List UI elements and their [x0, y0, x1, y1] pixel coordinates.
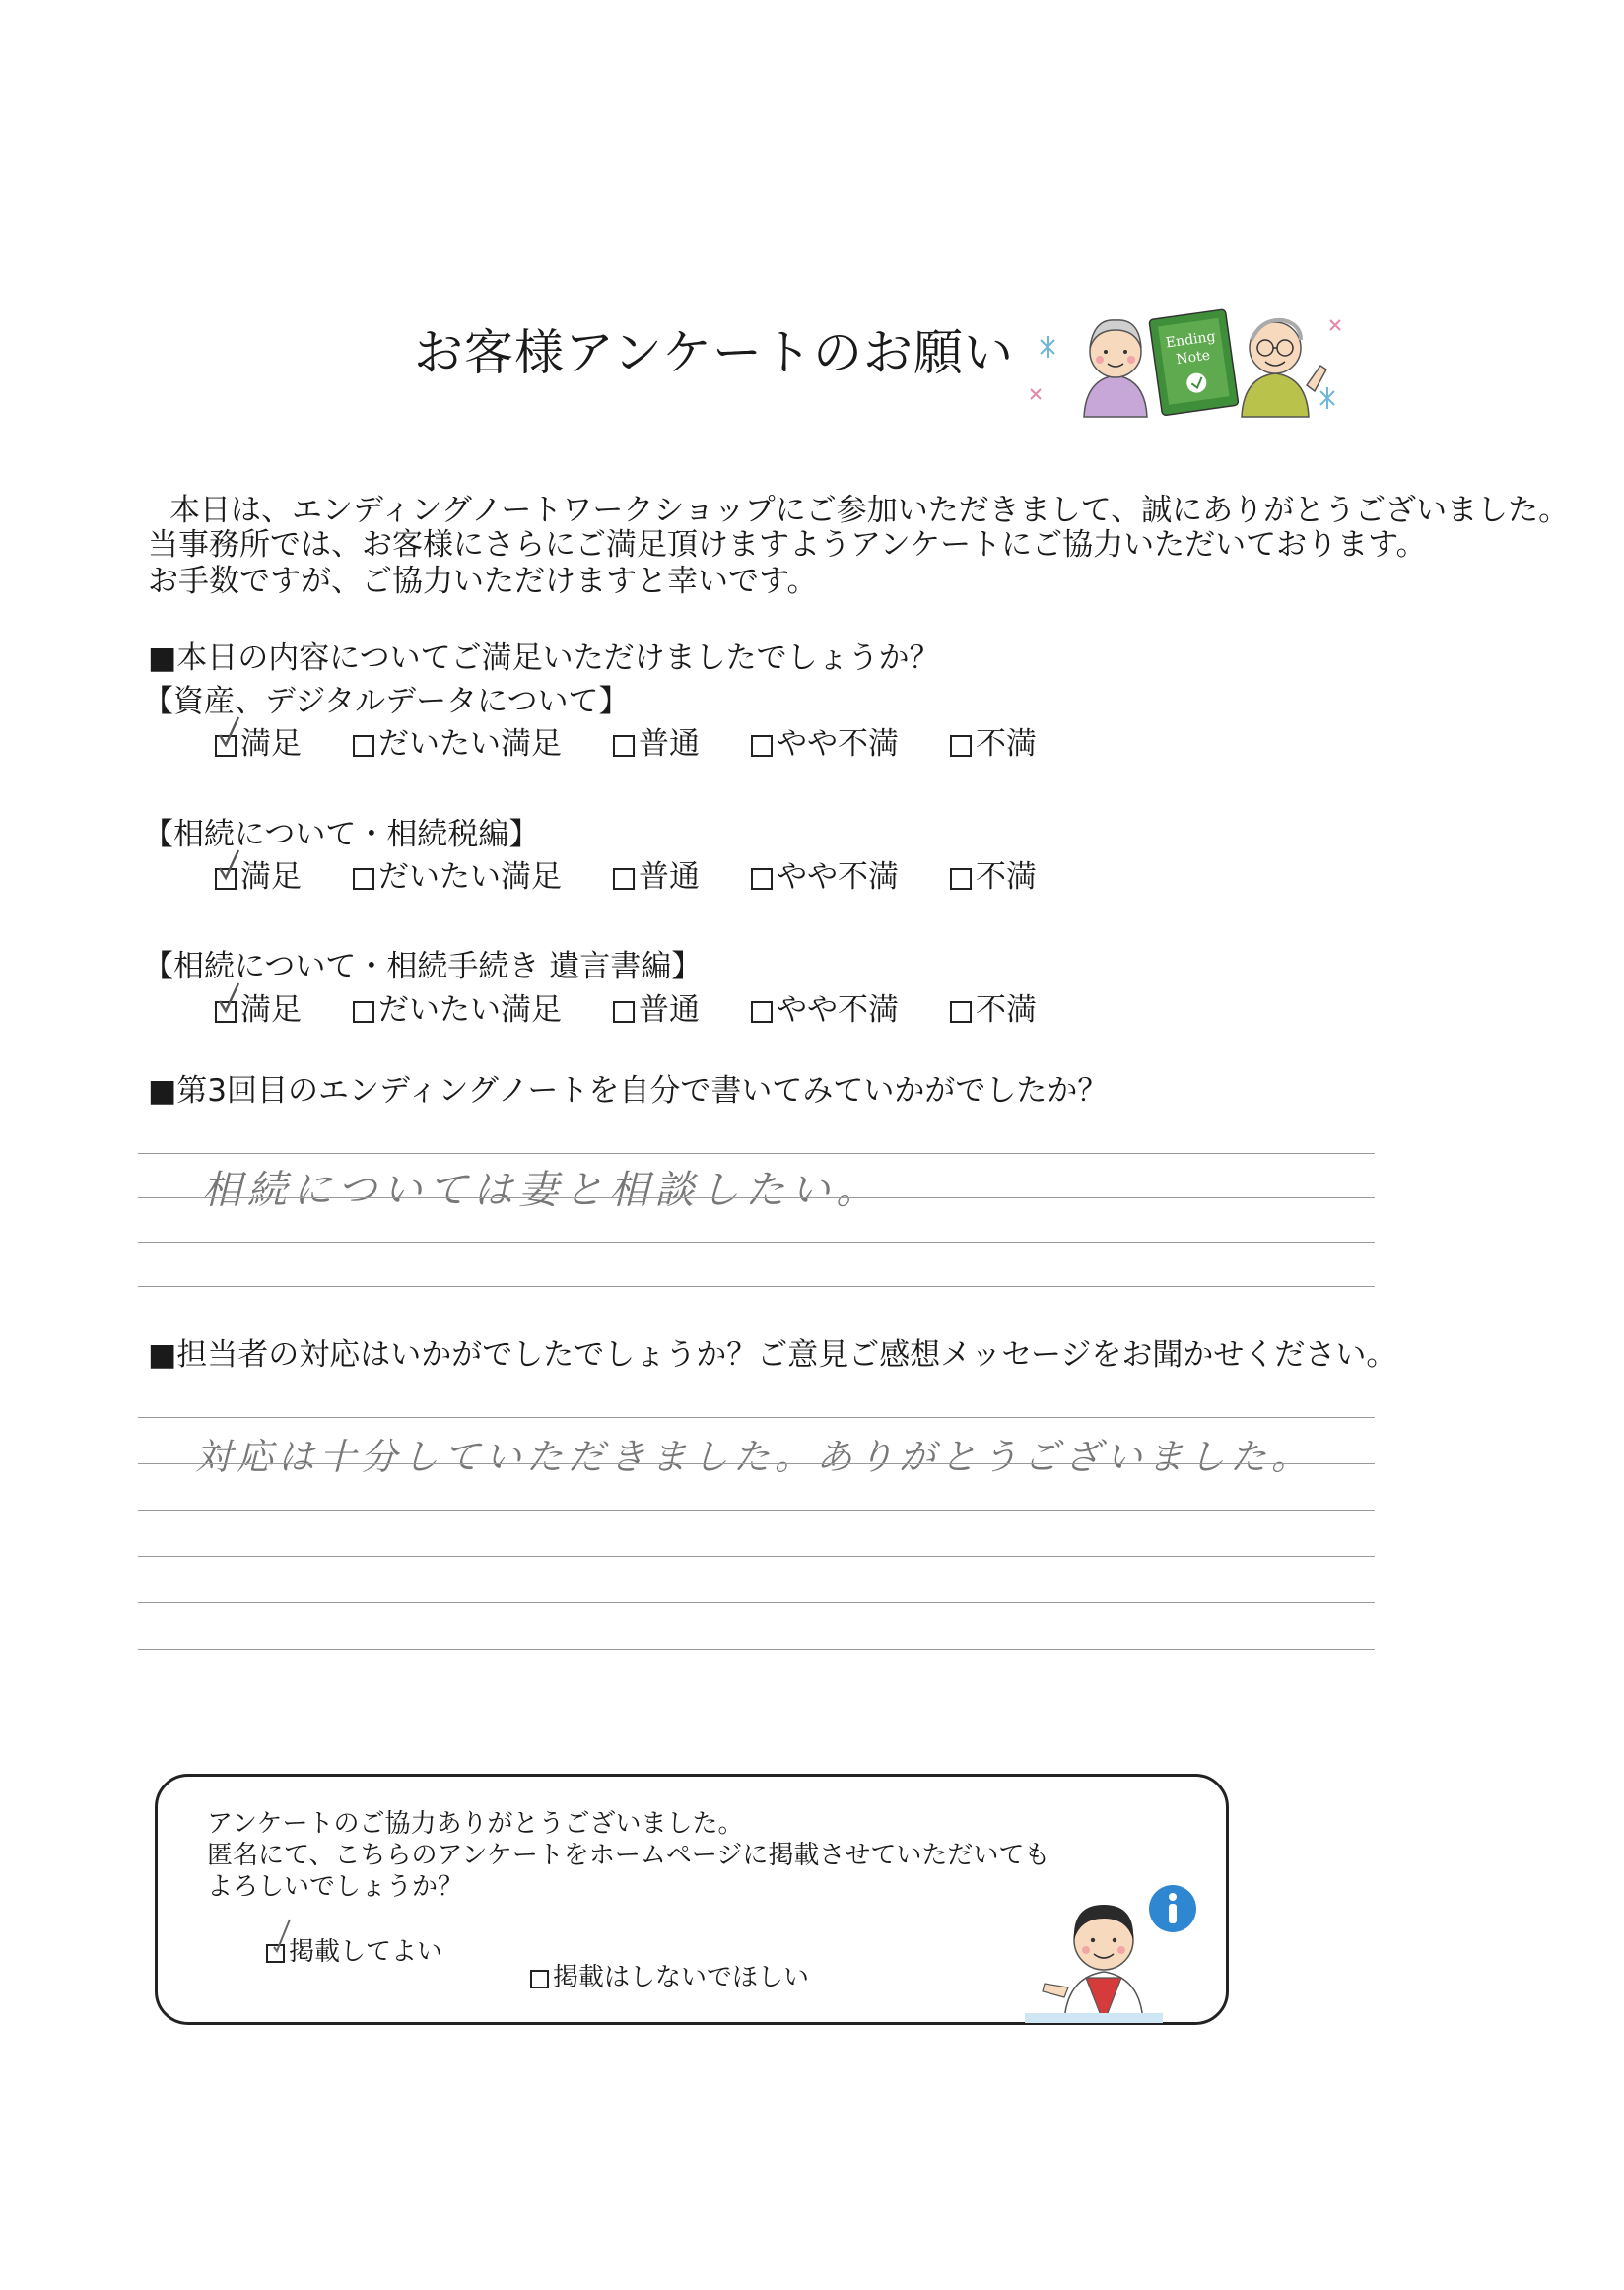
option-somewhat-dissatisfied[interactable] — [751, 859, 899, 895]
option-label: 掲載はしないでほしい — [553, 1963, 810, 1992]
elderly-couple-illustration — [1025, 301, 1350, 419]
option-label: 満足 — [240, 992, 302, 1028]
checkbox-icon[interactable] — [751, 1001, 773, 1023]
option-dissatisfied[interactable] — [950, 859, 1037, 895]
staff-woman-illustration — [1025, 1875, 1212, 2023]
closing-line-1: アンケートのご協力ありがとうございました。 — [207, 1809, 744, 1839]
option-mostly-satisfied[interactable] — [353, 726, 562, 762]
checkmark-icon — [217, 715, 242, 749]
handwritten-answer-3: 対応は十分していただきました。ありがとうございました。 — [195, 1436, 1313, 1478]
info-icon — [1169, 1893, 1177, 1901]
section-heading-assets: 【資産、デジタルデータについて】 — [143, 684, 630, 719]
option-label: 不満 — [976, 726, 1037, 762]
checkbox-icon[interactable] — [530, 1970, 549, 1988]
checkbox-icon[interactable] — [751, 868, 773, 890]
book-title-line1: Ending — [1165, 328, 1217, 352]
option-label: 普通 — [639, 726, 700, 762]
checkbox-icon[interactable] — [613, 735, 635, 757]
book-title-line2: Note — [1175, 347, 1211, 369]
option-label: だいたい満足 — [378, 726, 562, 762]
answer-line — [138, 1463, 1375, 1464]
option-neutral[interactable] — [613, 859, 700, 895]
page-title: お客様アンケートのお願い — [414, 324, 1014, 381]
rating-options-inheritance-tax — [215, 859, 1037, 895]
intro-line-2: 当事務所では、お客様にさらにご満足頂けますようアンケートにご協力いただいております。 — [148, 527, 1427, 563]
answer-line — [138, 1286, 1375, 1287]
option-label: やや不満 — [777, 859, 899, 895]
option-satisfied[interactable] — [215, 726, 302, 762]
option-dissatisfied[interactable] — [950, 726, 1037, 762]
option-dissatisfied[interactable] — [950, 992, 1037, 1028]
question-3: ■担当者の対応はいかがでしたでしょうか？ご意見ご感想メッセージをお聞かせください。 — [148, 1337, 1397, 1373]
section-heading-inheritance-procedures: 【相続について・相続手続き 遺言書編】 — [143, 949, 703, 984]
option-label: 普通 — [639, 992, 700, 1028]
intro-line-3: お手数ですが、ご協力いただけますと幸いです。 — [148, 564, 818, 599]
checkbox-icon[interactable] — [353, 1001, 374, 1023]
checkmark-icon — [217, 981, 242, 1015]
checkbox-icon[interactable] — [613, 1001, 635, 1023]
option-label: だいたい満足 — [378, 859, 562, 895]
checkbox-icon[interactable] — [353, 735, 374, 757]
closing-line-2: 匿名にて、こちらのアンケートをホームページに掲載させていただいても — [207, 1841, 1050, 1870]
checkbox-icon[interactable] — [950, 735, 972, 757]
checkmark-icon — [217, 848, 242, 882]
option-satisfied[interactable] — [215, 992, 302, 1028]
answer-line — [138, 1417, 1375, 1418]
option-label: 満足 — [240, 726, 302, 762]
option-somewhat-dissatisfied[interactable] — [751, 726, 899, 762]
answer-line — [138, 1197, 1375, 1198]
question-1: ■本日の内容についてご満足いただけましたでしょうか？ — [148, 640, 940, 676]
checkbox-icon[interactable] — [950, 868, 972, 890]
intro-line-1: 本日は、エンディングノートワークショップにご参加いただきまして、誠にありがとうございました。 — [169, 493, 1570, 528]
option-label: やや不満 — [777, 992, 899, 1028]
option-neutral[interactable] — [613, 726, 700, 762]
checkbox-icon[interactable] — [353, 868, 374, 890]
option-somewhat-dissatisfied[interactable] — [751, 992, 899, 1028]
checkbox-icon[interactable] — [751, 735, 773, 757]
answer-line — [138, 1556, 1375, 1557]
section-heading-inheritance-tax: 【相続について・相続税編】 — [143, 817, 540, 852]
checkbox-icon[interactable] — [950, 1001, 972, 1023]
closing-panel — [155, 1774, 1229, 2025]
option-satisfied[interactable] — [215, 859, 302, 895]
option-mostly-satisfied[interactable] — [353, 992, 562, 1028]
option-label: 不満 — [976, 992, 1037, 1028]
answer-line — [138, 1242, 1375, 1243]
option-label: 満足 — [240, 859, 302, 895]
answer-line — [138, 1649, 1375, 1650]
option-mostly-satisfied[interactable] — [353, 859, 562, 895]
option-label: やや不満 — [777, 726, 899, 762]
option-neutral[interactable] — [613, 992, 700, 1028]
option-label: だいたい満足 — [378, 992, 562, 1028]
answer-line — [138, 1510, 1375, 1511]
option-label: 掲載してよい — [289, 1937, 443, 1967]
option-label: 不満 — [976, 859, 1037, 895]
option-label: 普通 — [639, 859, 700, 895]
answer-line — [138, 1602, 1375, 1603]
rating-options-inheritance-procedures — [215, 992, 1037, 1028]
checkmark-icon — [270, 1918, 294, 1953]
handwritten-answer-2: 相続については妻と相談したい。 — [202, 1168, 882, 1213]
answer-line — [138, 1153, 1375, 1154]
checkbox-icon[interactable] — [613, 868, 635, 890]
closing-line-3: よろしいでしょうか？ — [207, 1872, 464, 1902]
rating-options-assets — [215, 726, 1037, 762]
question-2: ■第3回目のエンディングノートを自分で書いてみていかがでしたか？ — [148, 1073, 1109, 1109]
